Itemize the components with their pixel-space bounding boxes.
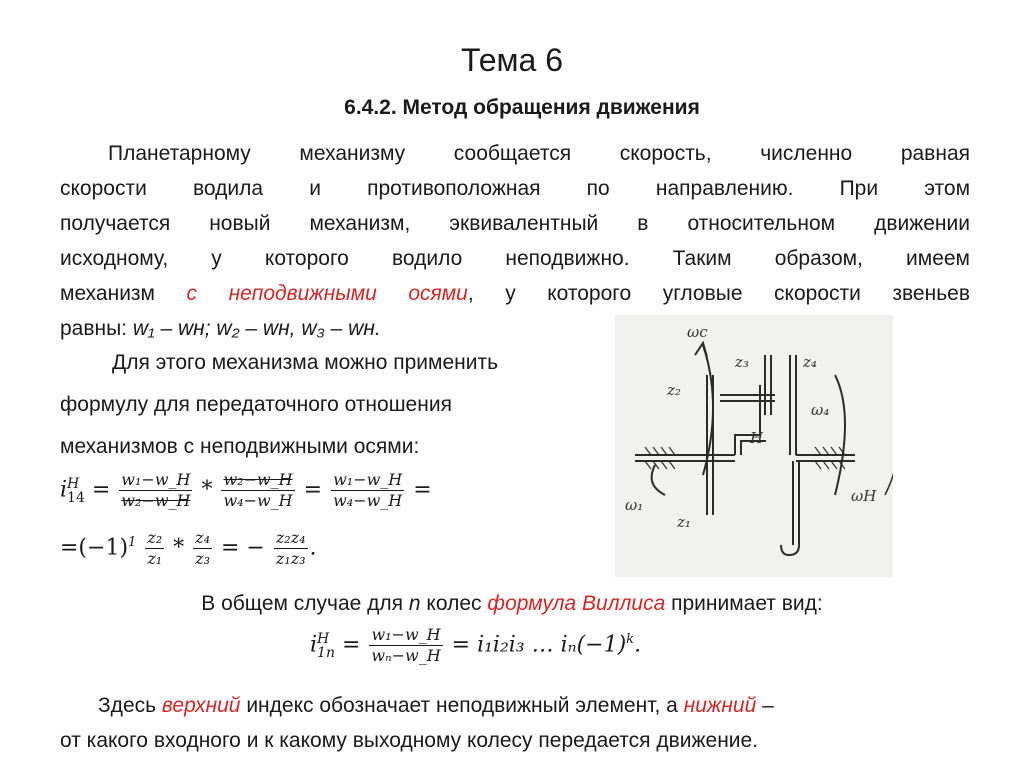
eq3-den: wₙ−w_H (371, 646, 441, 665)
eq1-lhs-sup: H (67, 475, 80, 492)
eq2-exponent: 1 (128, 535, 137, 551)
angular-velocities-expr: w₁ – wн; w₂ – wн, w₃ – wн. (132, 317, 381, 340)
para3-n: n (408, 592, 421, 615)
para1-line1: Планетарному механизму сообщается скорость, численно равная (108, 142, 970, 165)
lower-index-highlight: нижний (683, 694, 757, 717)
section-heading: 6.4.2. Метод обращения движения (344, 96, 700, 119)
eq1-f3-num: w₁−w_H (333, 470, 403, 489)
para4-line1 (60, 688, 975, 723)
index-explanation (60, 688, 975, 758)
fixed-axes-highlight: с неподвижными осями (186, 282, 468, 305)
slide-title: Тема 6 (460, 42, 564, 78)
eq2-fraction-2 (193, 528, 212, 569)
para2-line1: Для этого механизма можно применить (112, 351, 499, 374)
eq1-lhs-sub: 14 (67, 489, 85, 506)
eq2-f2-num: z₄ (195, 528, 210, 547)
omega4-label: ω₄ (811, 401, 830, 419)
eq1-fraction-3 (331, 470, 404, 511)
eq1-f2-num: w₂−w_H (223, 470, 293, 489)
eq1-lhs-i: i (60, 477, 68, 503)
eq1-f1-num: w₁−w_H (121, 470, 191, 489)
carrier-h-label: H (750, 429, 764, 447)
para3-end: принимает вид: (665, 592, 823, 615)
willis-formula-highlight: формула Виллиса (487, 592, 666, 615)
para1-line2: скорости водила и противоположная по направлению. При этом (60, 177, 970, 200)
eq1-f1-den: w₂−w_H (121, 491, 191, 510)
formula-intro-paragraph (60, 342, 498, 468)
para2-line3: механизмов с неподвижными осями: (60, 435, 420, 458)
eq2-prefix: =(−1) (60, 535, 129, 561)
omega-h-label: ωH (851, 487, 877, 505)
eq2-fraction-1 (145, 528, 164, 569)
willis-intro (0, 592, 1024, 616)
z3-label: z₃ (735, 353, 749, 371)
eq3-lhs-sup: H (317, 630, 330, 647)
eq2-f3-den: z₁z₃ (275, 549, 306, 568)
eq1-f3-den: w₄−w_H (333, 491, 403, 510)
z4-label: z₄ (803, 353, 817, 371)
omega-c-label: ωc (687, 323, 708, 341)
eq2-f1-num: z₂ (147, 528, 163, 547)
planetary-gear-sketch (615, 315, 893, 577)
para4-line2: от какого входного и к какому выходному колесу передается движение. (60, 729, 759, 752)
para1-line4: исходному, у которого водило неподвижно. Таким образом, имеем (60, 247, 970, 270)
para1-line5-start: механизм (60, 282, 187, 305)
upper-index-highlight: верхний (161, 694, 241, 717)
para2-line2: формулу для передаточного отношения (60, 393, 452, 416)
para1-line6-start: равны: (60, 317, 133, 340)
z2-label: z₂ (667, 381, 681, 399)
eq3-num: w₁−w_H (369, 625, 442, 646)
para3-middle: колес (420, 592, 488, 615)
z1-label: z₁ (677, 513, 691, 531)
para4-line1-end: – (756, 694, 774, 717)
eq1-f2-den: w₄−w_H (223, 491, 293, 510)
eq2-f3-num: z₂z₄ (275, 528, 306, 547)
eq3-fraction (369, 625, 442, 666)
planetary-gear-diagram (615, 315, 893, 577)
para1-line5-end: , у которого угловые скорости звеньев (467, 282, 970, 305)
para1-line5 (60, 276, 970, 311)
para4-line1-start: Здесь (98, 694, 162, 717)
eq3-rhs-exp: k (626, 632, 635, 648)
para1-line3: получается новый механизм, эквивалентный в относительном движении (60, 212, 970, 235)
eq1-fraction-2 (221, 470, 294, 511)
eq3-lhs-sub: 1n (317, 644, 335, 661)
eq3-lhs-i: i (310, 632, 318, 658)
para3-start: В общем случае для (201, 592, 409, 615)
eq2-f2-den: z₃ (195, 549, 210, 568)
eq2-fraction-3 (274, 528, 308, 569)
eq2-f1-den: z₁ (147, 549, 163, 568)
para4-line1-mid: индекс обозначает неподвижный элемент, а (240, 694, 684, 717)
eq1-fraction-1 (119, 470, 192, 511)
willis-equation: i H 1n = $\frac{\text{w₁−w\_H}}{\text{wₙ−w\_H}}$ = i₁i₂i₃ … $i_n(-1)^k$. (310, 625, 642, 665)
gear-ratio-equation: i H 14 = $\frac{\text{w₁−w\_H}}{\text{w₂−w\_H}}$ * $\frac{\text{w₂−w\_H}}{\text{w₄−w\_H}}$ = $\frac{\text{w₁−w\_H}}{\text{w₄−w\_H}}$ = (60, 470, 432, 510)
eq3-rhs: i₁i₂i₃ … iₙ(−1) (477, 632, 627, 658)
omega1-label: ω₁ (625, 496, 644, 514)
tooth-ratio-equation: $=(-1)^1$ $\frac{\text{z₂}}{\text{z₁}}$ * $\frac{\text{z₄}}{\text{z₃}}$ = − $\frac{\text{z₂z₄}}{\text{z₁z₃}}$ . (60, 528, 317, 568)
